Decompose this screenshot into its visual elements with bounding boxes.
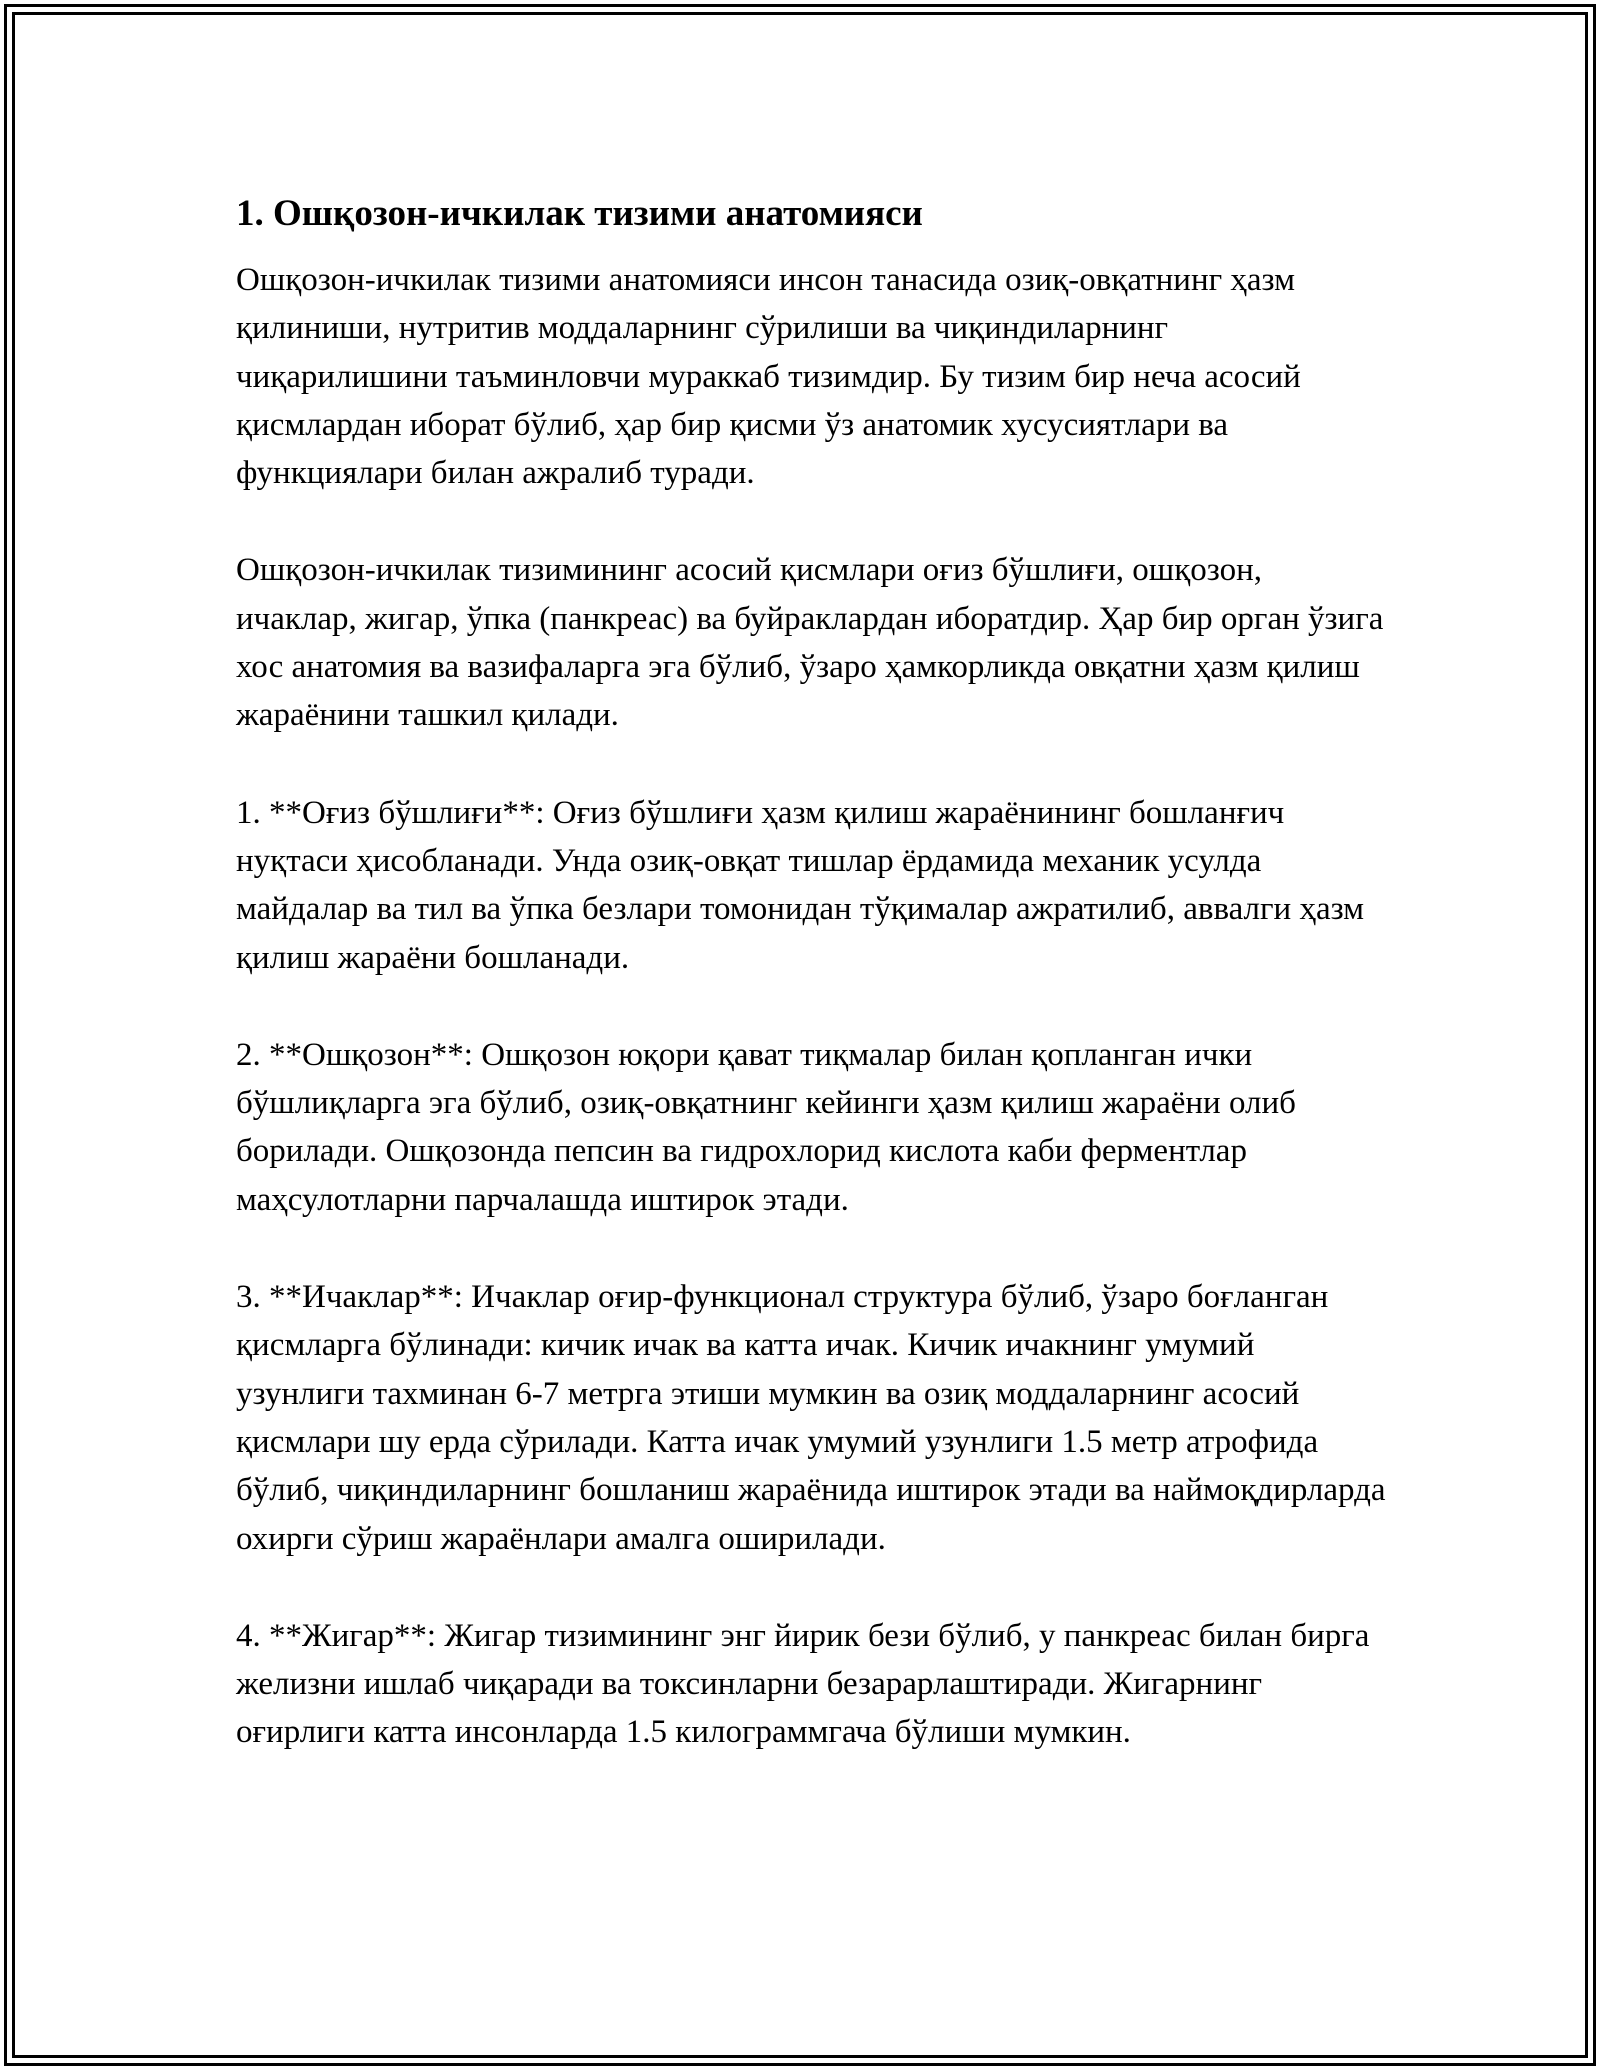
paragraph-liver: 4. **Жигар**: Жигар тизимининг энг йирик бези бўлиб, у панкреас билан бирга желизни ишлаб чиқаради ва токсинларни безарарлаштиради. Жигарнинг оғирлиги катта инсонларда 1.5 килограммгача бўлиши мумкин. — [236, 1617, 1370, 1751]
document-body — [236, 186, 1386, 1806]
section-heading: 1. Ошқозон-ичкилак тизими анатомияси — [236, 193, 923, 234]
paragraph-intestines: 3. **Ичаклар**: Ичаклар оғир-функционал структура бўлиб, ўзаро боғланган қисмларга бўлинади: кичик ичак ва катта ичак. Кичик ичакнинг умумий узунлиги тахминан 6-7 метрга этиши мумкин ва озиқ моддаларнинг асосий қисмлари шу ерда сўрилади. Катта ичак умумий узунлиги 1.5 метр атрофида бўлиб, чиқиндиларнинг бошланиш жараёнида иштирок этади ва наймоқдирларда охирги сўриш жараёнлари амалга оширилади. — [236, 1279, 1386, 1557]
paragraph-intro: Ошқозон-ичкилак тизими анатомияси инсон танасида озиқ-овқатнинг ҳазм қилиниши, нутритив моддаларнинг сўрилиши ва чиқиндиларнинг чиқарилишини таъминловчи мураккаб тизимдир. Бу тизим бир неча асосий қисмлардан иборат бўлиб, ҳар бир қисми ўз анатомик хусусиятлари ва функциялари билан ажралиб туради. — [236, 262, 1301, 492]
paragraph-stomach: 2. **Ошқозон**: Ошқозон юқори қават тиқмалар билан қопланган ички бўшлиқларга эга бўлиб, озиқ-овқатнинг кейинги ҳазм қилиш жараёни олиб борилади. Ошқозонда пепсин ва гидрохлорид кислота каби ферментлар маҳсулотларни парчалашда иштирок этади. — [236, 1036, 1296, 1218]
paragraph-main-parts: Ошқозон-ичкилак тизимининг асосий қисмлари оғиз бўшлиғи, ошқозон, ичаклар, жигар, ўпка (панкреас) ва буйраклардан иборатдир. Ҳар бир орган ўзига хос анатомия ва вазифаларга эга бўлиб, ўзаро ҳамкорликда овқатни ҳазм қилиш жараёнини ташкил қилади. — [236, 552, 1384, 734]
paragraph-oral-cavity: 1. **Оғиз бўшлиғи**: Оғиз бўшлиғи ҳазм қилиш жараёнининг бошланғич нуқтаси ҳисобланади. Унда озиқ-овқат тишлар ёрдамида механик усулда майдалар ва тил ва ўпка безлари томонидан тўқималар ажратилиб, аввалги ҳазм қилиш жараёни бошланади. — [236, 794, 1365, 976]
